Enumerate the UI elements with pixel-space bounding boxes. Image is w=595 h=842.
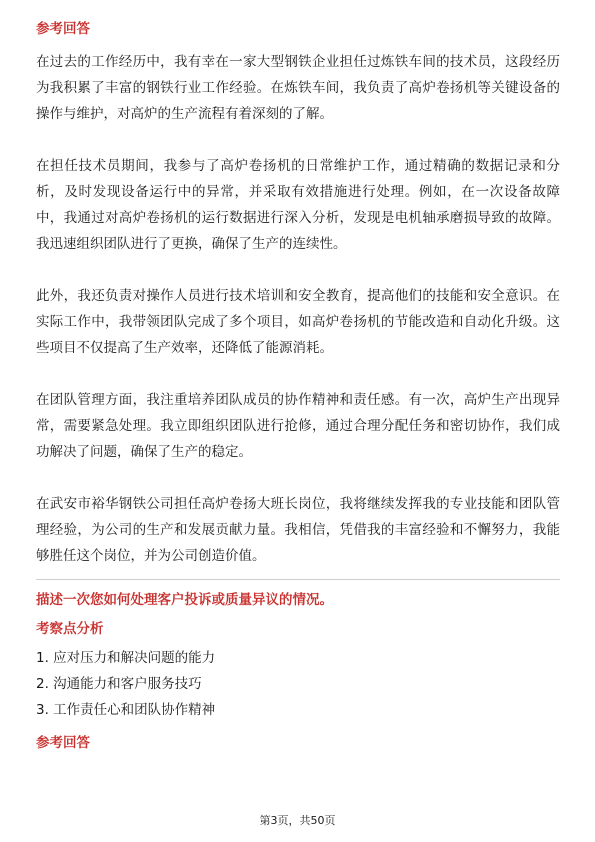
analysis-point: 2. 沟通能力和客户服务技巧 xyxy=(36,676,202,692)
analysis-point: 1. 应对压力和解决问题的能力 xyxy=(36,650,216,666)
answer-paragraph-4: 在团队管理方面，我注重培养团队成员的协作精神和责任感。有一次，高炉生产出现异常，需要紧急处理。我立即组织团队进行抢修，通过合理分配任务和密切协作，我们成功解决了问题，确保了生产的稳定。 xyxy=(36,392,560,460)
answer-paragraph-1: 在过去的工作经历中，我有幸在一家大型钢铁企业担任过炼铁车间的技术员，这段经历为我积累了丰富的钢铁行业工作经验。在炼铁车间，我负责了高炉卷扬机等关键设备的操作与维护，对高炉的生产流程有着深刻的了解。 xyxy=(36,54,560,122)
reference-answer-heading: 参考回答 xyxy=(36,21,90,37)
page-number-footer: 第3页，共50页 xyxy=(259,814,336,827)
analysis-point-list xyxy=(36,645,560,723)
interview-question: 描述一次您如何处理客户投诉或质量异议的情况。 xyxy=(36,592,333,608)
analysis-heading: 考察点分析 xyxy=(36,621,104,637)
answer-paragraph-2: 在担任技术员期间，我参与了高炉卷扬机的日常维护工作，通过精确的数据记录和分析，及时发现设备运行中的异常，并采取有效措施进行处理。例如，在一次设备故障中，我通过对高炉卷扬机的运行数据进行深入分析，发现是电机轴承磨损导致的故障。我迅速组织团队进行了更换，确保了生产的连续性。 xyxy=(36,158,560,252)
document-body xyxy=(36,19,560,753)
analysis-point: 3. 工作责任心和团队协作精神 xyxy=(36,702,216,718)
answer-paragraph-3: 此外，我还负责对操作人员进行技术培训和安全教育，提高他们的技能和安全意识。在实际工作中，我带领团队完成了多个项目，如高炉卷扬机的节能改造和自动化升级。这些项目不仅提高了生产效率，还降低了能源消耗。 xyxy=(36,288,560,356)
answer-paragraph-5: 在武安市裕华钢铁公司担任高炉卷扬大班长岗位，我将继续发挥我的专业技能和团队管理经验，为公司的生产和发展贡献力量。我相信，凭借我的丰富经验和不懈努力，我能够胜任这个岗位，并为公司创造价值。 xyxy=(36,496,560,564)
reference-answer-heading-bottom: 参考回答 xyxy=(36,735,90,751)
section-divider xyxy=(36,579,560,580)
